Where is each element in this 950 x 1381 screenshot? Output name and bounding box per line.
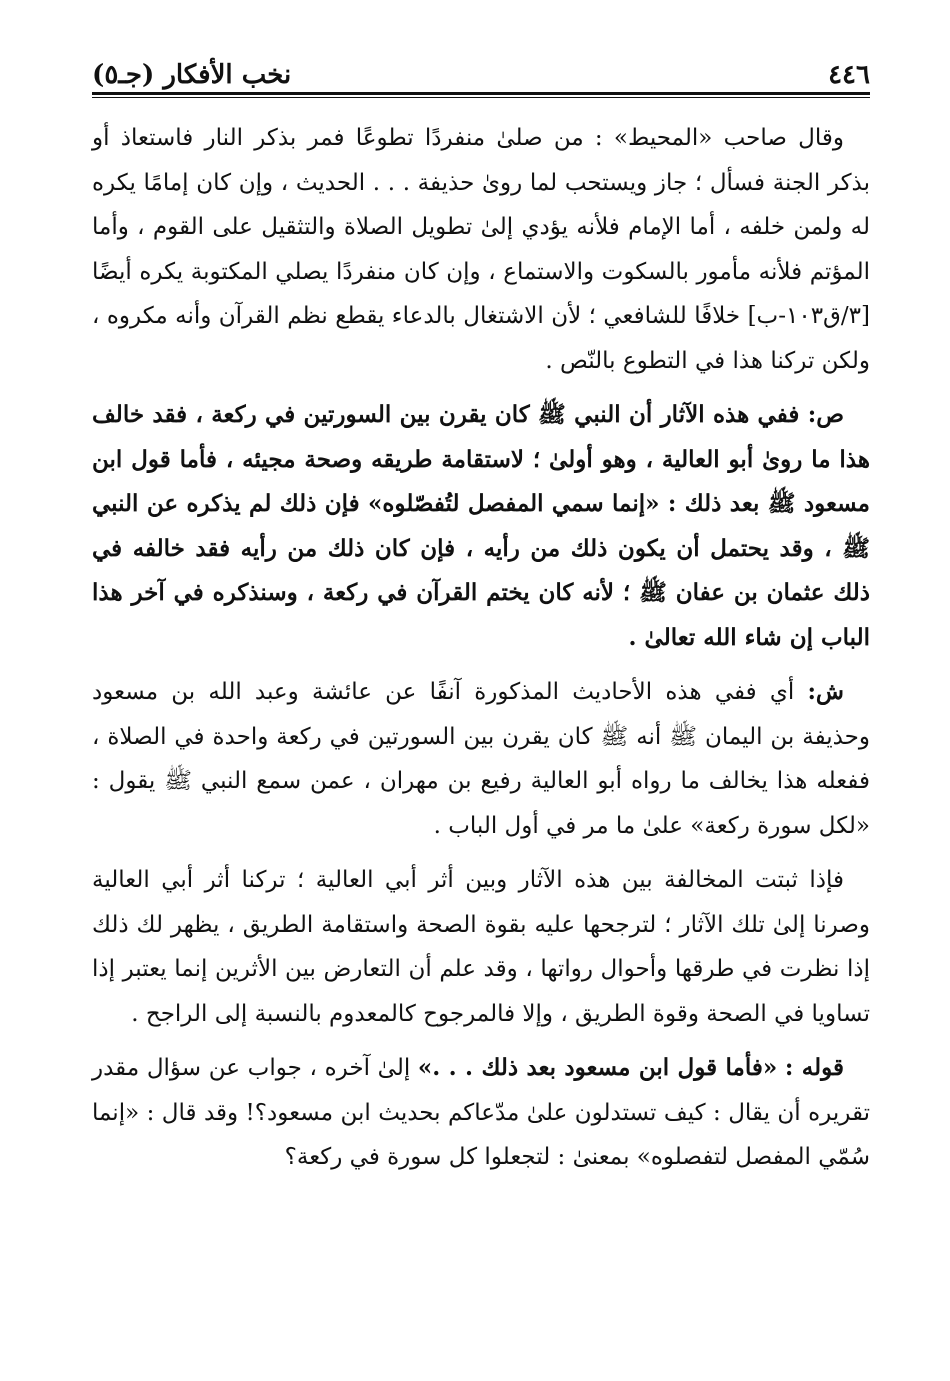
paragraph-sharh [92, 670, 870, 848]
paragraph-text: أي ففي هذه الأحاديث المذكورة آنفًا عن عائشة وعبد الله بن مسعود وحذيفة بن اليمان ﷺ أنه ﷺ كان يقرن بين السورتين في ركعة واحدة في الصلاة ، ففعله هذا يخالف ما رواه أبو العالية رفيع بن مهران ، عمن سمع النبي ﷺ يقول : «لكل سورة ركعة» علىٰ ما مر في أول الباب . [92, 679, 870, 839]
quoted-matn: «فأما قول ابن مسعود بعد ذلك . . .» [417, 1054, 778, 1081]
header-rule [92, 92, 870, 98]
document-page [92, 40, 870, 1190]
paragraph-text: ففي هذه الآثار أن النبي ﷺ كان يقرن بين السورتين في ركعة ، فقد خالف هذا ما روىٰ أبو العالية ، وهو أولىٰ ؛ لاستقامة طريقه وصحة مجيئه ، فأما قول ابن مسعود ﷺ بعد ذلك : «إنما سمي المفصل لتُفصّلوه» فإن ذلك لم يذكره عن النبي ﷺ ، وقد يحتمل أن يكون ذلك من رأيه ، فإن كان ذلك من رأيه فقد خالفه في ذلك عثمان بن عفان ﷺ ؛ لأنه كان يختم القرآن في ركعة ، وسنذكره في آخر هذا الباب إن شاء الله تعالىٰ . [92, 401, 870, 651]
matn-label: ص: [807, 401, 845, 428]
paragraph-qawluhu [92, 1046, 870, 1180]
paragraph-text: فإذا ثبتت المخالفة بين هذه الآثار وبين أثر أبي العالية ؛ تركنا أثر أبي العالية وصرنا إلىٰ تلك الآثار ؛ لترجحها عليه بقوة الصحة واستقامة الطريق ، يظهر لك ذلك إذا نظرت في طرقها وأحوال رواتها ، وقد علم أن التعارض بين الأثرين إنما يعتبر إذا تساويا في الصحة وقوة الطريق ، وإلا فالمرجوح كالمعدوم بالنسبة إلى الراجح . [92, 867, 870, 1027]
page-number: ٤٤٦ [828, 60, 870, 90]
paragraph-text: إلىٰ آخره ، جواب عن سؤال مقدر تقريره أن يقال : كيف تستدلون علىٰ مدّعاكم بحديث ابن مسعود؟! وقد قال : «إنما سُمّي المفصل لتفصلوه» بمعنىٰ : لتجعلوا كل سورة في ركعة؟ [92, 1055, 870, 1170]
paragraph-mukhalafa [92, 858, 870, 1036]
paragraph-text: وقال صاحب «المحيط» : من صلىٰ منفردًا تطوعًا فمر بذكر النار فاستعاذ أو بذكر الجنة فسأل ؛ جاز ويستحب لما روىٰ حذيفة . . . الحديث ، وإن كان إمامًا يكره له ولمن خلفه ، أما الإمام فلأنه يؤدي إلىٰ تطويل الصلاة والتثقيل على القوم ، وأما المؤتم فلأنه مأمور بالسكوت والاستماع ، وإن كان منفردًا يصلي المكتوبة يكره أيضًا [٣/ق١٠٣-ب] خلافًا للشافعي ؛ لأن الاشتغال بالدعاء يقطع نظم القرآن وأنه مكروه ، ولكن تركنا هذا في التطوع بالنّص . [92, 125, 870, 374]
paragraph-muhit-quote [92, 116, 870, 383]
qawluhu-label: قوله : [784, 1054, 844, 1081]
sharh-label: ش: [807, 678, 845, 705]
book-title: نخب الأفكار (جـ٥) [92, 60, 292, 90]
paragraph-matn [92, 393, 870, 660]
running-header [92, 40, 870, 92]
